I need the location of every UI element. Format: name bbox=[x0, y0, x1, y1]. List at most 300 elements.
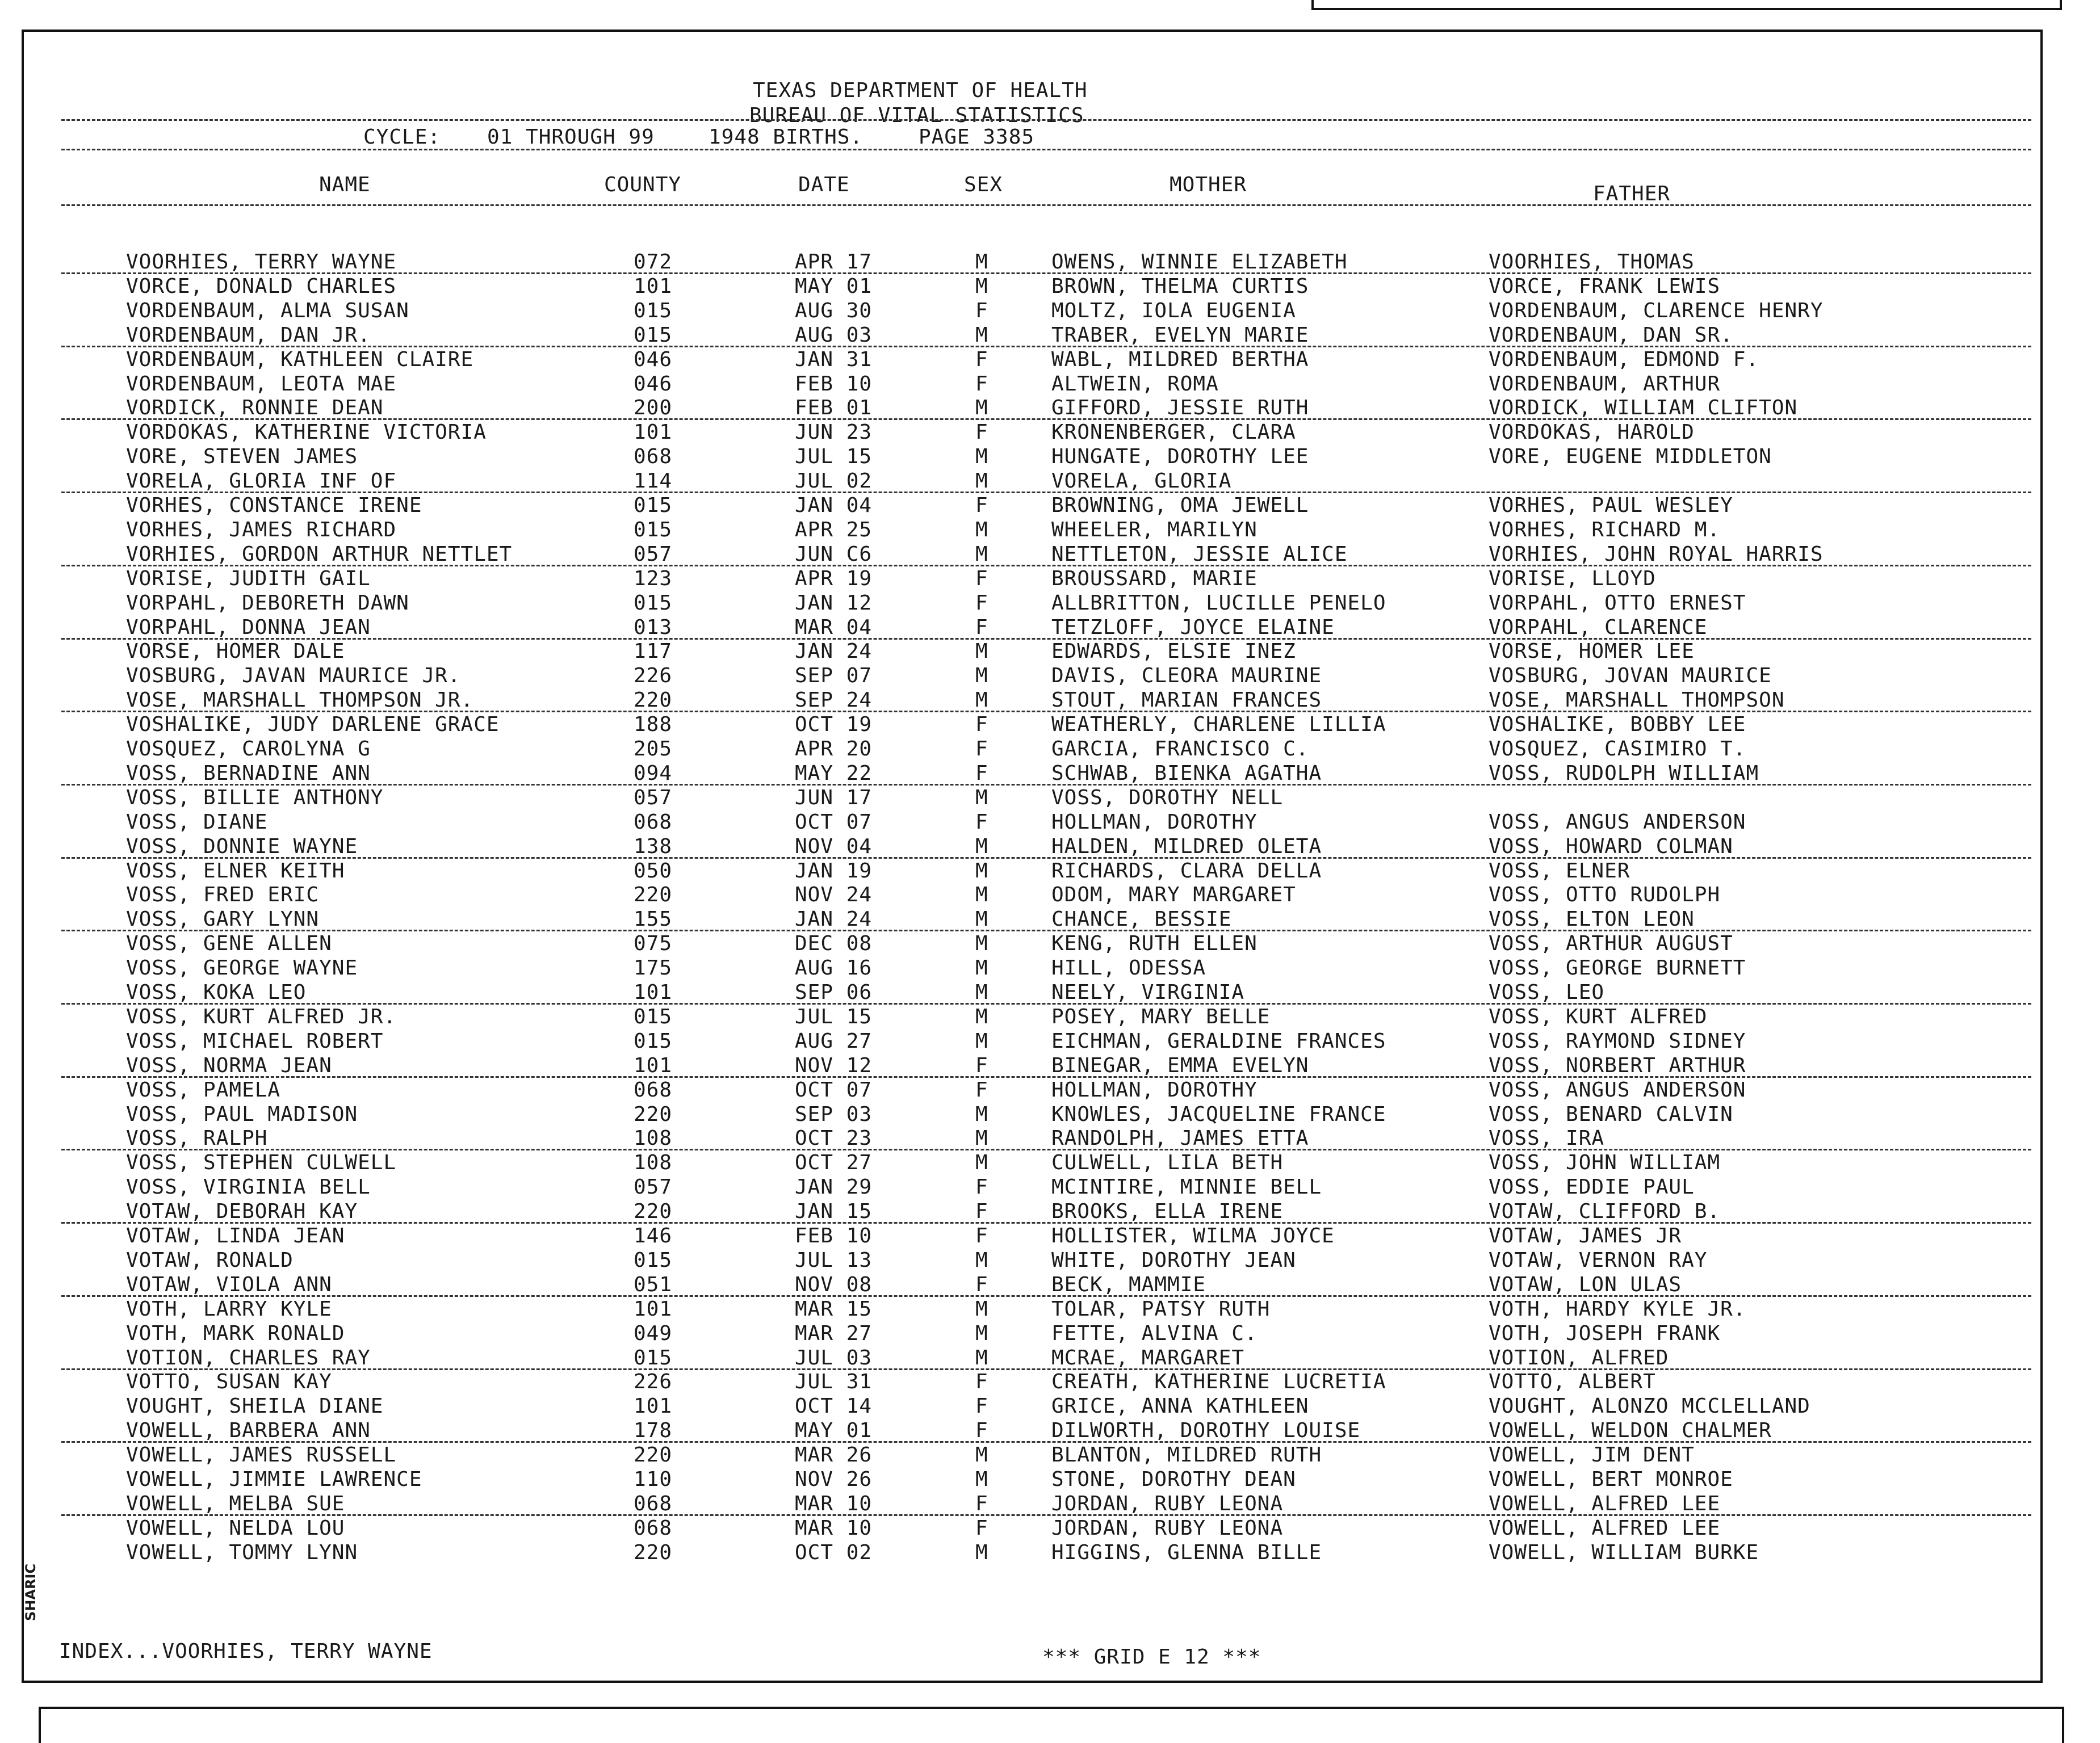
name-cell: VORCE, DONALD CHARLES bbox=[126, 275, 397, 298]
sex-cell: F bbox=[975, 810, 988, 834]
father-cell: VOTAW, JAMES JR bbox=[1489, 1224, 1682, 1248]
father-cell: VORPAHL, CLARENCE bbox=[1489, 616, 1708, 639]
sex-cell: M bbox=[975, 1541, 988, 1564]
table-row bbox=[0, 811, 2100, 835]
father-cell: VORE, EUGENE MIDDLETON bbox=[1489, 445, 1772, 468]
row-rule bbox=[61, 1514, 2031, 1516]
sex-cell: M bbox=[975, 275, 988, 298]
sex-cell: M bbox=[975, 445, 988, 468]
table-row bbox=[0, 519, 2100, 543]
name-cell: VOWELL, JAMES RUSSELL bbox=[126, 1443, 397, 1467]
column-header-mother: MOTHER bbox=[1170, 173, 1247, 196]
sex-cell: M bbox=[975, 981, 988, 1004]
date-cell: APR 20 bbox=[795, 737, 873, 761]
date-cell: JAN 31 bbox=[795, 348, 873, 371]
date-cell: SEP 24 bbox=[795, 688, 873, 712]
date-cell: APR 17 bbox=[795, 250, 873, 274]
table-row bbox=[0, 762, 2100, 786]
sex-cell: M bbox=[975, 956, 988, 980]
county-cell: 220 bbox=[634, 688, 673, 712]
name-cell: VORHES, JAMES RICHARD bbox=[126, 518, 397, 541]
mother-cell: TOLAR, PATSY RUTH bbox=[1051, 1297, 1271, 1321]
sex-cell: F bbox=[975, 1517, 988, 1540]
county-cell: 123 bbox=[634, 567, 673, 590]
column-header-county: COUNTY bbox=[604, 173, 682, 196]
sex-cell: M bbox=[975, 1297, 988, 1321]
county-cell: 200 bbox=[634, 396, 673, 419]
sex-cell: M bbox=[975, 908, 988, 931]
mother-cell: VOSS, DOROTHY NELL bbox=[1051, 786, 1284, 809]
row-rule bbox=[61, 857, 2031, 859]
county-cell: 205 bbox=[634, 737, 673, 761]
date-cell: FEB 10 bbox=[795, 372, 873, 396]
table-row bbox=[0, 1152, 2100, 1175]
mother-cell: OWENS, WINNIE ELIZABETH bbox=[1051, 250, 1348, 274]
name-cell: VOTION, CHARLES RAY bbox=[126, 1346, 371, 1370]
county-cell: 046 bbox=[634, 372, 673, 396]
father-cell: VOSS, OTTO RUDOLPH bbox=[1489, 883, 1721, 906]
county-cell: 068 bbox=[634, 810, 673, 834]
sex-cell: M bbox=[975, 883, 988, 906]
county-cell: 015 bbox=[634, 1249, 673, 1272]
county-cell: 015 bbox=[634, 494, 673, 517]
date-cell: OCT 07 bbox=[795, 1078, 873, 1102]
mother-cell: GARCIA, FRANCISCO C. bbox=[1051, 737, 1309, 761]
table-row bbox=[0, 1347, 2100, 1371]
table-row bbox=[0, 616, 2100, 640]
name-cell: VOTTO, SUSAN KAY bbox=[126, 1370, 332, 1393]
table-row bbox=[0, 470, 2100, 494]
name-cell: VORISE, JUDITH GAIL bbox=[126, 567, 371, 590]
name-cell: VOSS, BILLIE ANTHONY bbox=[126, 786, 384, 809]
father-cell: VOWELL, ALFRED LEE bbox=[1489, 1492, 1721, 1515]
name-cell: VOSS, MICHAEL ROBERT bbox=[126, 1030, 384, 1053]
index-label: INDEX...VOORHIES, TERRY WAYNE bbox=[59, 1640, 433, 1663]
mother-cell: RANDOLPH, JAMES ETTA bbox=[1051, 1127, 1309, 1150]
date-cell: OCT 23 bbox=[795, 1127, 873, 1150]
name-cell: VOTAW, RONALD bbox=[126, 1249, 294, 1272]
table-row bbox=[0, 1322, 2100, 1346]
date-cell: JAN 15 bbox=[795, 1200, 873, 1223]
county-cell: 075 bbox=[634, 932, 673, 955]
sex-cell: F bbox=[975, 421, 988, 444]
sex-cell: M bbox=[975, 1249, 988, 1272]
father-cell: VORDOKAS, HAROLD bbox=[1489, 421, 1695, 444]
mother-cell: NEELY, VIRGINIA bbox=[1051, 981, 1245, 1004]
mother-cell: EDWARDS, ELSIE INEZ bbox=[1051, 640, 1296, 663]
date-cell: FEB 01 bbox=[795, 396, 873, 419]
date-cell: MAR 10 bbox=[795, 1517, 873, 1540]
mother-cell: GIFFORD, JESSIE RUTH bbox=[1051, 396, 1309, 419]
name-cell: VOSS, FRED ERIC bbox=[126, 883, 320, 906]
father-cell: VOSS, GEORGE BURNETT bbox=[1489, 956, 1746, 980]
date-cell: NOV 04 bbox=[795, 835, 873, 858]
date-cell: JUL 15 bbox=[795, 1005, 873, 1028]
mother-cell: KRONENBERGER, CLARA bbox=[1051, 421, 1296, 444]
name-cell: VOSS, GEORGE WAYNE bbox=[126, 956, 358, 980]
table-row bbox=[0, 1030, 2100, 1054]
father-cell: VOTAW, CLIFFORD B. bbox=[1489, 1200, 1721, 1223]
date-cell: NOV 26 bbox=[795, 1468, 873, 1491]
date-cell: SEP 06 bbox=[795, 981, 873, 1004]
father-cell: VOTH, HARDY KYLE JR. bbox=[1489, 1297, 1746, 1321]
date-cell: JAN 24 bbox=[795, 908, 873, 931]
county-cell: 013 bbox=[634, 616, 673, 639]
father-cell: VOSS, LEO bbox=[1489, 981, 1605, 1004]
mother-cell: WHITE, DOROTHY JEAN bbox=[1051, 1249, 1296, 1272]
column-header-name: NAME bbox=[319, 173, 371, 196]
mother-cell: BROWN, THELMA CURTIS bbox=[1051, 275, 1309, 298]
date-cell: JUL 02 bbox=[795, 469, 873, 493]
table-row bbox=[0, 1517, 2100, 1541]
table-row bbox=[0, 713, 2100, 737]
name-cell: VOWELL, MELBA SUE bbox=[126, 1492, 345, 1515]
row-rule bbox=[61, 638, 2031, 640]
father-cell: VOSS, IRA bbox=[1489, 1127, 1605, 1150]
father-cell: VORDENBAUM, DAN SR. bbox=[1489, 324, 1733, 347]
date-cell: JAN 19 bbox=[795, 859, 873, 883]
father-cell: VOTION, ALFRED bbox=[1489, 1346, 1669, 1370]
name-cell: VORDENBAUM, DAN JR. bbox=[126, 324, 371, 347]
table-row bbox=[0, 421, 2100, 445]
county-cell: 051 bbox=[634, 1273, 673, 1296]
father-cell: VORDENBAUM, ARTHUR bbox=[1489, 372, 1721, 396]
county-cell: 015 bbox=[634, 1030, 673, 1053]
father-cell: VOSS, ANGUS ANDERSON bbox=[1489, 810, 1746, 834]
date-cell: JUN 23 bbox=[795, 421, 873, 444]
sex-cell: F bbox=[975, 299, 988, 322]
sex-cell: M bbox=[975, 1005, 988, 1028]
table-row bbox=[0, 1542, 2100, 1565]
father-cell: VORHIES, JOHN ROYAL HARRIS bbox=[1489, 543, 1824, 566]
sex-cell: F bbox=[975, 1492, 988, 1515]
county-cell: 094 bbox=[634, 762, 673, 785]
date-cell: OCT 14 bbox=[795, 1395, 873, 1418]
sex-cell: M bbox=[975, 1443, 988, 1467]
date-cell: AUG 30 bbox=[795, 299, 873, 322]
date-cell: MAY 01 bbox=[795, 1419, 873, 1442]
cycle-label: CYCLE: bbox=[363, 125, 441, 149]
bottom-frame-edge bbox=[39, 1707, 2064, 1743]
county-cell: 057 bbox=[634, 1175, 673, 1199]
date-cell: JUL 13 bbox=[795, 1249, 873, 1272]
name-cell: VOWELL, NELDA LOU bbox=[126, 1517, 345, 1540]
father-cell: VOSS, ARTHUR AUGUST bbox=[1489, 932, 1733, 955]
sex-cell: M bbox=[975, 518, 988, 541]
row-rule bbox=[61, 272, 2031, 274]
mother-cell: TETZLOFF, JOYCE ELAINE bbox=[1051, 616, 1335, 639]
table-row bbox=[0, 1176, 2100, 1200]
name-cell: VORDENBAUM, LEOTA MAE bbox=[126, 372, 397, 396]
date-cell: AUG 16 bbox=[795, 956, 873, 980]
mother-cell: KNOWLES, JACQUELINE FRANCE bbox=[1051, 1103, 1386, 1126]
name-cell: VOSS, RALPH bbox=[126, 1127, 268, 1150]
father-cell: VORHES, RICHARD M. bbox=[1489, 518, 1721, 541]
name-cell: VOSS, ELNER KEITH bbox=[126, 859, 345, 883]
name-cell: VOORHIES, TERRY WAYNE bbox=[126, 250, 397, 274]
father-cell: VOSS, RAYMOND SIDNEY bbox=[1489, 1030, 1746, 1053]
sex-cell: F bbox=[975, 1078, 988, 1102]
side-stamp-label: SHARIC bbox=[23, 1564, 39, 1621]
father-cell: VOSS, KURT ALFRED bbox=[1489, 1005, 1708, 1028]
date-cell: APR 19 bbox=[795, 567, 873, 590]
top-frame-edge bbox=[1311, 0, 2062, 10]
mother-cell: FETTE, ALVINA C. bbox=[1051, 1322, 1258, 1345]
sex-cell: M bbox=[975, 396, 988, 419]
father-cell: VOSS, JOHN WILLIAM bbox=[1489, 1151, 1721, 1174]
table-row bbox=[0, 1274, 2100, 1297]
county-cell: 101 bbox=[634, 1395, 673, 1418]
sex-cell: M bbox=[975, 859, 988, 883]
table-row bbox=[0, 397, 2100, 421]
mother-cell: JORDAN, RUBY LEONA bbox=[1051, 1492, 1284, 1515]
father-cell: VOSHALIKE, BOBBY LEE bbox=[1489, 713, 1746, 736]
mother-cell: POSEY, MARY BELLE bbox=[1051, 1005, 1271, 1028]
name-cell: VORPAHL, DONNA JEAN bbox=[126, 616, 371, 639]
county-cell: 015 bbox=[634, 1005, 673, 1028]
county-cell: 068 bbox=[634, 445, 673, 468]
sex-cell: F bbox=[975, 1175, 988, 1199]
county-cell: 220 bbox=[634, 1200, 673, 1223]
mother-cell: TRABER, EVELYN MARIE bbox=[1051, 324, 1309, 347]
table-row bbox=[0, 1444, 2100, 1468]
mother-cell: HIGGINS, GLENNA BILLE bbox=[1051, 1541, 1322, 1564]
father-cell: VORISE, LLOYD bbox=[1489, 567, 1656, 590]
row-rule bbox=[61, 930, 2031, 931]
date-cell: SEP 07 bbox=[795, 664, 873, 687]
table-row bbox=[0, 1200, 2100, 1224]
name-cell: VOWELL, JIMMIE LAWRENCE bbox=[126, 1468, 422, 1491]
date-cell: AUG 03 bbox=[795, 324, 873, 347]
grid-label: *** GRID E 12 *** bbox=[1042, 1645, 1261, 1669]
father-cell: VORPAHL, OTTO ERNEST bbox=[1489, 591, 1746, 615]
table-row bbox=[0, 1298, 2100, 1322]
date-cell: OCT 07 bbox=[795, 810, 873, 834]
column-header-date: DATE bbox=[798, 173, 850, 196]
header-rule-2 bbox=[61, 149, 2031, 150]
mother-cell: ALTWEIN, ROMA bbox=[1051, 372, 1219, 396]
sex-cell: M bbox=[975, 786, 988, 809]
table-row bbox=[0, 1493, 2100, 1517]
father-cell: VOSE, MARSHALL THOMPSON bbox=[1489, 688, 1785, 712]
father-cell: VOSS, ELNER bbox=[1489, 859, 1630, 883]
name-cell: VOWELL, BARBERA ANN bbox=[126, 1419, 371, 1442]
date-cell: OCT 27 bbox=[795, 1151, 873, 1174]
sex-cell: M bbox=[975, 932, 988, 955]
sex-cell: M bbox=[975, 1127, 988, 1150]
father-cell: VOORHIES, THOMAS bbox=[1489, 250, 1695, 274]
mother-cell: BROOKS, ELLA IRENE bbox=[1051, 1200, 1284, 1223]
county-cell: 175 bbox=[634, 956, 673, 980]
county-cell: 155 bbox=[634, 908, 673, 931]
sex-cell: F bbox=[975, 1273, 988, 1296]
table-row bbox=[0, 1079, 2100, 1103]
date-cell: MAR 04 bbox=[795, 616, 873, 639]
mother-cell: CULWELL, LILA BETH bbox=[1051, 1151, 1284, 1174]
date-cell: NOV 12 bbox=[795, 1054, 873, 1077]
father-cell: VORCE, FRANK LEWIS bbox=[1489, 275, 1721, 298]
table-row bbox=[0, 324, 2100, 348]
mother-cell: BLANTON, MILDRED RUTH bbox=[1051, 1443, 1322, 1467]
mother-cell: EICHMAN, GERALDINE FRANCES bbox=[1051, 1030, 1386, 1053]
table-row bbox=[0, 787, 2100, 810]
sex-cell: M bbox=[975, 835, 988, 858]
mother-cell: MOLTZ, IOLA EUGENIA bbox=[1051, 299, 1296, 322]
date-cell: JUL 15 bbox=[795, 445, 873, 468]
mother-cell: STOUT, MARIAN FRANCES bbox=[1051, 688, 1322, 712]
table-row bbox=[0, 884, 2100, 908]
name-cell: VORPAHL, DEBORETH DAWN bbox=[126, 591, 409, 615]
father-cell: VOWELL, WELDON CHALMER bbox=[1489, 1419, 1772, 1442]
mother-cell: HILL, ODESSA bbox=[1051, 956, 1206, 980]
table-row bbox=[0, 860, 2100, 884]
county-cell: 178 bbox=[634, 1419, 673, 1442]
county-cell: 220 bbox=[634, 1443, 673, 1467]
mother-cell: HOLLISTER, WILMA JOYCE bbox=[1051, 1224, 1335, 1248]
mother-cell: CHANCE, BESSIE bbox=[1051, 908, 1232, 931]
table-row bbox=[0, 1127, 2100, 1151]
row-rule bbox=[61, 1149, 2031, 1150]
mother-cell: VORELA, GLORIA bbox=[1051, 469, 1232, 493]
table-row bbox=[0, 908, 2100, 932]
table-row bbox=[0, 981, 2100, 1005]
father-cell: VOSS, BENARD CALVIN bbox=[1489, 1103, 1733, 1126]
sex-cell: M bbox=[975, 469, 988, 493]
sex-cell: F bbox=[975, 348, 988, 371]
table-row bbox=[0, 665, 2100, 688]
county-cell: 146 bbox=[634, 1224, 673, 1248]
table-row bbox=[0, 1468, 2100, 1492]
mother-cell: STONE, DOROTHY DEAN bbox=[1051, 1468, 1296, 1491]
father-cell: VOSS, NORBERT ARTHUR bbox=[1489, 1054, 1746, 1077]
sex-cell: F bbox=[975, 494, 988, 517]
column-header-sex: SEX bbox=[964, 173, 1003, 196]
cycle-range: 01 THROUGH 99 bbox=[487, 125, 655, 149]
county-cell: 220 bbox=[634, 1541, 673, 1564]
row-rule bbox=[61, 492, 2031, 493]
table-row bbox=[0, 568, 2100, 591]
row-rule bbox=[61, 711, 2031, 712]
father-cell: VOSS, ANGUS ANDERSON bbox=[1489, 1078, 1746, 1102]
name-cell: VOSE, MARSHALL THOMPSON JR. bbox=[126, 688, 474, 712]
date-cell: JAN 24 bbox=[795, 640, 873, 663]
father-cell: VOSBURG, JOVAN MAURICE bbox=[1489, 664, 1772, 687]
name-cell: VOSS, PAMELA bbox=[126, 1078, 281, 1102]
county-cell: 068 bbox=[634, 1492, 673, 1515]
sex-cell: M bbox=[975, 640, 988, 663]
mother-cell: HOLLMAN, DOROTHY bbox=[1051, 1078, 1258, 1102]
sex-cell: M bbox=[975, 688, 988, 712]
name-cell: VOTH, LARRY KYLE bbox=[126, 1297, 332, 1321]
date-cell: JAN 29 bbox=[795, 1175, 873, 1199]
mother-cell: HOLLMAN, DOROTHY bbox=[1051, 810, 1258, 834]
mother-cell: WHEELER, MARILYN bbox=[1051, 518, 1258, 541]
mother-cell: BROWNING, OMA JEWELL bbox=[1051, 494, 1309, 517]
table-row bbox=[0, 592, 2100, 616]
father-cell: VORDENBAUM, EDMOND F. bbox=[1489, 348, 1759, 371]
page-number: PAGE 3385 bbox=[919, 125, 1035, 149]
row-rule bbox=[61, 418, 2031, 420]
county-cell: 068 bbox=[634, 1078, 673, 1102]
father-cell: VOWELL, BERT MONROE bbox=[1489, 1468, 1733, 1491]
table-row bbox=[0, 1006, 2100, 1030]
father-cell: VOTAW, LON ULAS bbox=[1489, 1273, 1682, 1296]
sex-cell: F bbox=[975, 1419, 988, 1442]
county-cell: 015 bbox=[634, 591, 673, 615]
table-row bbox=[0, 1395, 2100, 1419]
mother-cell: RICHARDS, CLARA DELLA bbox=[1051, 859, 1322, 883]
name-cell: VORDOKAS, KATHERINE VICTORIA bbox=[126, 421, 487, 444]
mother-cell: CREATH, KATHERINE LUCRETIA bbox=[1051, 1370, 1386, 1393]
sex-cell: F bbox=[975, 372, 988, 396]
name-cell: VOTAW, LINDA JEAN bbox=[126, 1224, 345, 1248]
sex-cell: F bbox=[975, 591, 988, 615]
county-cell: 049 bbox=[634, 1322, 673, 1345]
agency-title: TEXAS DEPARTMENT OF HEALTH bbox=[753, 79, 1088, 102]
table-row bbox=[0, 1419, 2100, 1443]
county-cell: 015 bbox=[634, 1346, 673, 1370]
date-cell: NOV 08 bbox=[795, 1273, 873, 1296]
name-cell: VORE, STEVEN JAMES bbox=[126, 445, 358, 468]
date-cell: NOV 24 bbox=[795, 883, 873, 906]
name-cell: VOSS, PAUL MADISON bbox=[126, 1103, 358, 1126]
name-cell: VOTAW, DEBORAH KAY bbox=[126, 1200, 358, 1223]
header-rule-1 bbox=[61, 119, 2031, 121]
table-row bbox=[0, 835, 2100, 859]
county-cell: 226 bbox=[634, 664, 673, 687]
county-cell: 015 bbox=[634, 518, 673, 541]
name-cell: VOSS, KURT ALFRED JR. bbox=[126, 1005, 397, 1028]
county-cell: 101 bbox=[634, 1054, 673, 1077]
name-cell: VORSE, HOMER DALE bbox=[126, 640, 345, 663]
name-cell: VOSQUEZ, CAROLYNA G bbox=[126, 737, 371, 761]
county-cell: 110 bbox=[634, 1468, 673, 1491]
father-cell: VOWELL, WILLIAM BURKE bbox=[1489, 1541, 1759, 1564]
row-rule bbox=[61, 784, 2031, 786]
row-rule bbox=[61, 1003, 2031, 1005]
date-cell: JUN C6 bbox=[795, 543, 873, 566]
father-cell: VORDICK, WILLIAM CLIFTON bbox=[1489, 396, 1798, 419]
table-row bbox=[0, 933, 2100, 956]
table-row bbox=[0, 251, 2100, 275]
sex-cell: F bbox=[975, 762, 988, 785]
row-rule bbox=[61, 565, 2031, 566]
county-cell: 015 bbox=[634, 324, 673, 347]
table-row bbox=[0, 957, 2100, 981]
mother-cell: BINEGAR, EMMA EVELYN bbox=[1051, 1054, 1309, 1077]
date-cell: JAN 04 bbox=[795, 494, 873, 517]
mother-cell: ALLBRITTON, LUCILLE PENELO bbox=[1051, 591, 1386, 615]
county-cell: 108 bbox=[634, 1127, 673, 1150]
name-cell: VOTH, MARK RONALD bbox=[126, 1322, 345, 1345]
mother-cell: NETTLETON, JESSIE ALICE bbox=[1051, 543, 1348, 566]
county-cell: 057 bbox=[634, 543, 673, 566]
name-cell: VORHES, CONSTANCE IRENE bbox=[126, 494, 422, 517]
row-rule bbox=[61, 346, 2031, 347]
county-cell: 046 bbox=[634, 348, 673, 371]
mother-cell: DILWORTH, DOROTHY LOUISE bbox=[1051, 1419, 1361, 1442]
record-type: 1948 BIRTHS. bbox=[709, 125, 864, 149]
sex-cell: M bbox=[975, 1346, 988, 1370]
county-cell: 188 bbox=[634, 713, 673, 736]
table-row bbox=[0, 640, 2100, 664]
date-cell: MAR 15 bbox=[795, 1297, 873, 1321]
father-cell: VOWELL, ALFRED LEE bbox=[1489, 1517, 1721, 1540]
county-cell: 101 bbox=[634, 275, 673, 298]
date-cell: MAR 26 bbox=[795, 1443, 873, 1467]
table-row bbox=[0, 1055, 2100, 1078]
sex-cell: F bbox=[975, 567, 988, 590]
